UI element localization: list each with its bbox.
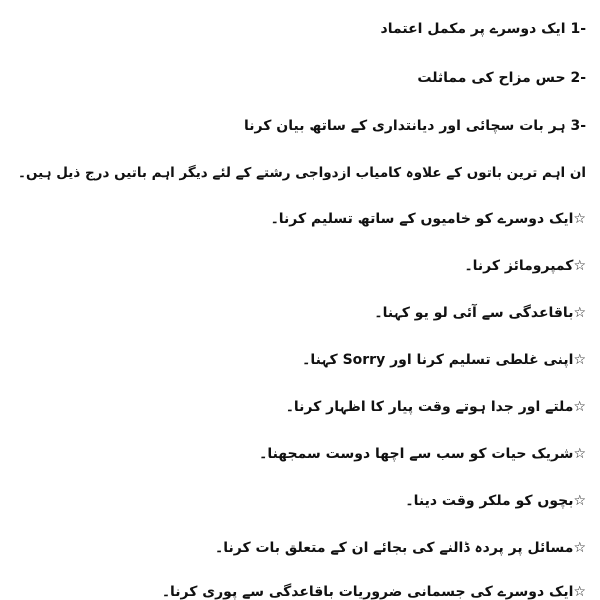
numbered-point-3: -3 ہر بات سچائی اور دیانتداری کے ساتھ بیان کرنا <box>244 118 586 134</box>
intro-paragraph: ان اہم ترین باتوں کے علاوہ کامیاب ازدواجی رشتے کے لئے دیگر اہم باتیں درج ذیل ہیں۔ <box>18 165 586 181</box>
list-item: ☆باقاعدگی سے آئی لو یو کہنا۔ <box>374 305 586 321</box>
list-item: ☆ملتے اور جدا ہوتے وقت پیار کا اظہار کرنا۔ <box>285 399 586 415</box>
list-item: ☆ایک دوسرے کو خامیوں کے ساتھ تسلیم کرنا۔ <box>270 211 586 227</box>
numbered-point-2: -2 حس مزاح کی مماثلت <box>417 70 586 86</box>
list-item: ☆مسائل پر پردہ ڈالنے کی بجائے ان کے متعلق بات کرنا۔ <box>215 540 586 556</box>
list-item: ☆ایک دوسرے کی جسمانی ضروریات باقاعدگی سے پوری کرنا۔ <box>161 584 586 600</box>
list-item: ☆اپنی غلطی تسلیم کرنا اور Sorry کہنا۔ <box>302 352 586 368</box>
list-item: ☆شریک حیات کو سب سے اچھا دوست سمجھنا۔ <box>259 446 586 462</box>
numbered-point-1: -1 ایک دوسرے پر مکمل اعتماد <box>380 21 586 37</box>
list-item: ☆کمپرومائز کرنا۔ <box>464 258 586 274</box>
list-item: ☆بچوں کو ملکر وقت دینا۔ <box>405 493 586 509</box>
